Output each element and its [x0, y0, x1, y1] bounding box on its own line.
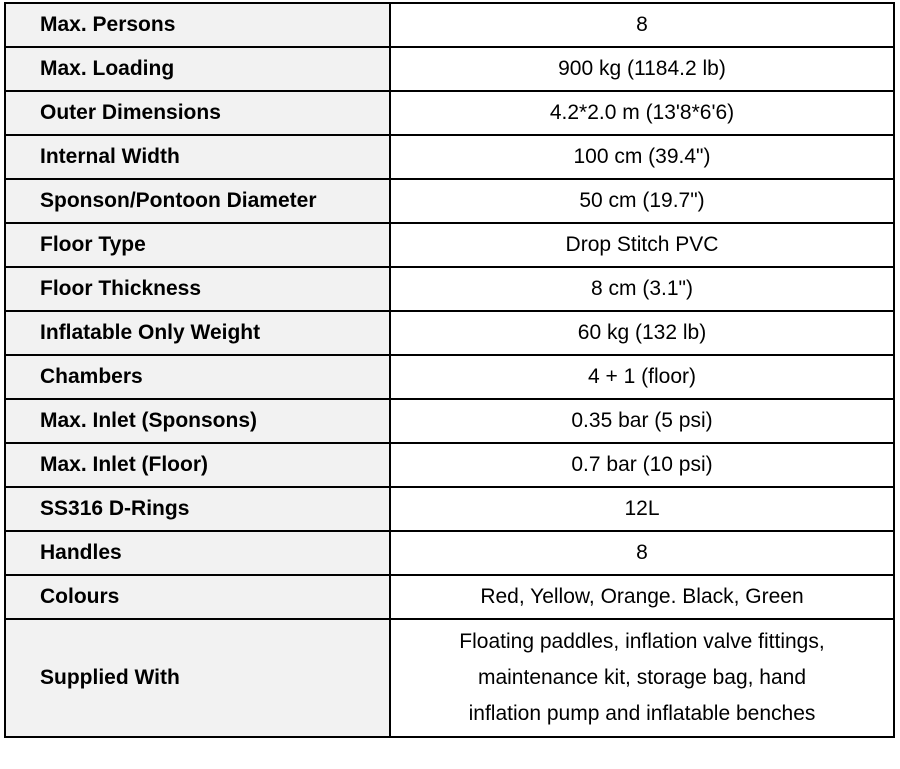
spec-value-line: Floating paddles, inflation valve fittings, — [459, 630, 825, 653]
spec-row-colours — [5, 575, 894, 619]
spec-label: Max. Inlet (Floor) — [5, 443, 390, 487]
spec-value: 50 cm (19.7") — [390, 179, 894, 223]
spec-row-d-rings — [5, 487, 894, 531]
spec-row-max-persons — [5, 3, 894, 47]
spec-row-floor-thickness — [5, 267, 894, 311]
spec-row-max-inlet-sponsons — [5, 399, 894, 443]
spec-row-floor-type — [5, 223, 894, 267]
spec-value: 100 cm (39.4") — [390, 135, 894, 179]
spec-value: 8 — [390, 531, 894, 575]
spec-label: Sponson/Pontoon Diameter — [5, 179, 390, 223]
spec-value: Drop Stitch PVC — [390, 223, 894, 267]
spec-label: Outer Dimensions — [5, 91, 390, 135]
spec-label: SS316 D-Rings — [5, 487, 390, 531]
spec-label: Handles — [5, 531, 390, 575]
spec-label: Internal Width — [5, 135, 390, 179]
spec-value: 4 + 1 (floor) — [390, 355, 894, 399]
spec-label: Chambers — [5, 355, 390, 399]
spec-row-handles — [5, 531, 894, 575]
spec-value: 0.7 bar (10 psi) — [390, 443, 894, 487]
spec-row-outer-dimensions — [5, 91, 894, 135]
spec-label: Inflatable Only Weight — [5, 311, 390, 355]
spec-label: Supplied With — [5, 619, 390, 737]
spec-row-inflatable-weight — [5, 311, 894, 355]
spec-value: 4.2*2.0 m (13'8*6'6) — [390, 91, 894, 135]
spec-value: 8 cm (3.1") — [390, 267, 894, 311]
spec-row-max-inlet-floor — [5, 443, 894, 487]
spec-label: Colours — [5, 575, 390, 619]
spec-value-line: maintenance kit, storage bag, hand — [477, 666, 807, 689]
spec-row-supplied-with — [5, 619, 894, 737]
spec-row-internal-width — [5, 135, 894, 179]
spec-value: 900 kg (1184.2 lb) — [390, 47, 894, 91]
spec-value: 8 — [390, 3, 894, 47]
spec-value: 60 kg (132 lb) — [390, 311, 894, 355]
spec-label: Max. Loading — [5, 47, 390, 91]
spec-row-sponson-diameter — [5, 179, 894, 223]
spec-value: 12L — [390, 487, 894, 531]
spec-label: Floor Type — [5, 223, 390, 267]
spec-value-line: inflation pump and inflatable benches — [468, 702, 816, 725]
spec-row-chambers — [5, 355, 894, 399]
spec-value-multiline — [390, 619, 894, 737]
spec-row-max-loading — [5, 47, 894, 91]
spec-value: 0.35 bar (5 psi) — [390, 399, 894, 443]
spec-label: Floor Thickness — [5, 267, 390, 311]
spec-label: Max. Persons — [5, 3, 390, 47]
spec-label: Max. Inlet (Sponsons) — [5, 399, 390, 443]
spec-table — [4, 2, 895, 738]
spec-value: Red, Yellow, Orange. Black, Green — [390, 575, 894, 619]
